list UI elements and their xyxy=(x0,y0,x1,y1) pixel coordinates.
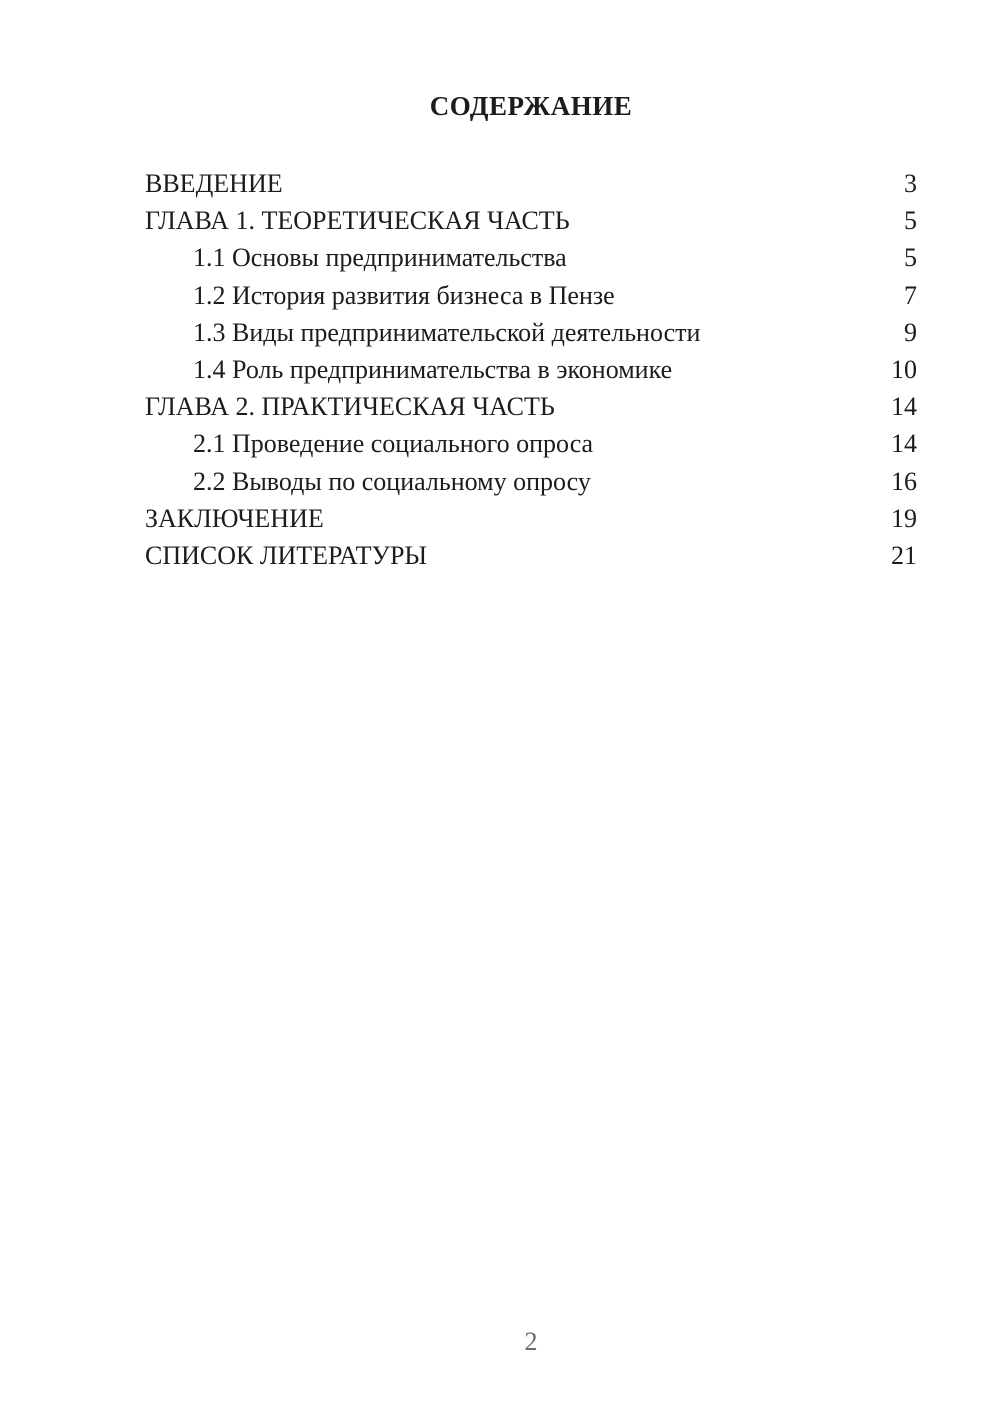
toc-entry-label: 1.3 Виды предпринимательской деятельности xyxy=(193,317,701,347)
toc-entry-label: ГЛАВА 1. ТЕОРЕТИЧЕСКАЯ ЧАСТЬ xyxy=(145,206,570,236)
toc-entry xyxy=(145,351,917,388)
toc-entry-label: 2.1 Проведение социального опроса xyxy=(193,429,594,459)
toc-entry xyxy=(145,388,917,425)
toc-entry-label: 1.1 Основы предпринимательства xyxy=(193,243,567,273)
toc-list xyxy=(145,165,917,574)
page-content xyxy=(145,88,917,574)
toc-entry xyxy=(145,537,917,574)
toc-entry xyxy=(145,165,917,202)
toc-entry xyxy=(145,277,917,314)
toc-entry xyxy=(145,202,917,239)
toc-entry-label: ЗАКЛЮЧЕНИЕ xyxy=(145,503,324,533)
toc-entry-label: ГЛАВА 2. ПРАКТИЧЕСКАЯ ЧАСТЬ xyxy=(145,392,555,422)
footer-page-number: 2 xyxy=(524,1327,538,1356)
toc-entry-label: 1.4 Роль предпринимательства в экономике xyxy=(193,355,673,385)
toc-entry xyxy=(145,239,917,276)
toc-entry-page: 5 xyxy=(904,206,917,236)
toc-entry-page: 10 xyxy=(891,355,917,385)
toc-entry-page: 9 xyxy=(904,317,917,347)
toc-entry-label: СПИСОК ЛИТЕРАТУРЫ xyxy=(145,541,428,571)
page-title: СОДЕРЖАНИЕ xyxy=(429,91,633,121)
toc-entry-page: 14 xyxy=(891,392,917,422)
toc-entry-page: 7 xyxy=(904,280,917,310)
toc-entry xyxy=(145,425,917,462)
toc-entry-page: 5 xyxy=(904,243,917,273)
toc-entry-page: 14 xyxy=(891,429,917,459)
toc-entry-label: 2.2 Выводы по социальному опросу xyxy=(193,466,591,496)
toc-entry-label: 1.2 История развития бизнеса в Пензе xyxy=(193,280,615,310)
toc-entry xyxy=(145,314,917,351)
toc-entry-page: 16 xyxy=(891,466,917,496)
toc-entry-page: 3 xyxy=(904,169,917,198)
toc-entry xyxy=(145,463,917,500)
toc-entry-label: ВВЕДЕНИЕ xyxy=(145,169,283,198)
toc-entry-page: 19 xyxy=(891,503,917,533)
toc-entry xyxy=(145,500,917,537)
toc-entry-page: 21 xyxy=(891,541,917,571)
